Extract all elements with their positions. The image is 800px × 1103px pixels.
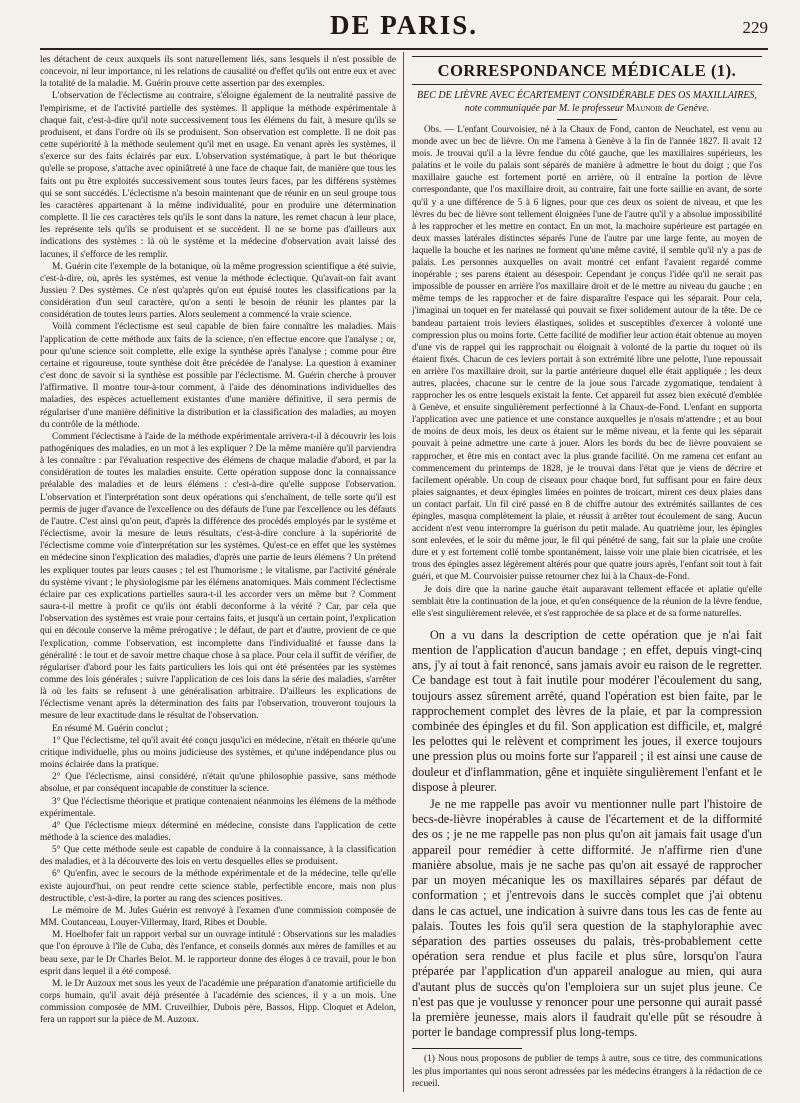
- commentary-text: [412, 628, 762, 1040]
- page-number: 229: [742, 18, 768, 37]
- paragraph: L'observation de l'éclectisme au contraire, s'éloigne également de la neutralité passive de l'empirisme, et de l'activité partielle des systèmes. Il applique la méthode expérimentale à chaque fait, c'est-à-dire qu'il note successivement tous les élémens du fait, à mesure qu'ils se produisent, et dans l'ordre où ils se produisent. Son observation est complette. Il ne doit pas cette supériorité à la méthode seulement qu'il met en usage. En venant après les systèmes, il s'exerce sur des faits éclairés par eux. L'observation systématique, à part le but théorique qu'elle se propose, s'attache avec opiniâtreté à une face de chaque fait, de manière que tous les faits ont pu être exploités successivement sous toutes leurs faces, par les différens systèmes qui se sont succédés. L'éclectisme n'a besoin maintenant que de réunir en un seul groupe tous les caractères appartenant à la même individualité, pour en produire une détermination complette. Il lie ces caractères tels qu'ils le sont dans la nature, les remet chacun à leur place, les représente tels qu'ils se produisent et se succèdent. Il ne se borne pas d'ailleurs aux indications des systèmes : là où le système et la médecine d'observation avait laissé des lacunes, il s'efforce de les remplir.: [40, 91, 396, 260]
- paragraph: M. Guérin cite l'exemple de la botanique, où la même progression scientifique a été suivie, c'est-à-dire, où, après les systèmes, est venue la méthode éclectique. Qu'avait-on fait avant Jussieu ? Des systèmes. Ce n'est qu'après qu'on eut épuisé toutes les classifications par la considération d'un seul caractère, qu'on a senti le besoin de réunir les plantes par la considération de toutes leurs parties. Alors seulement a commencé la vraie science.: [40, 261, 396, 321]
- observation-text: [412, 124, 762, 620]
- running-title: DE PARIS.: [329, 10, 479, 40]
- left-column: [40, 54, 396, 1096]
- conclusion-item: 1° Que l'éclectisme, tel qu'il avait été conçu jusqu'ici en médecine, n'était en théorie qu'une critique individuelle, plus ou moins judicieuse des systèmes, et qu'une indépendance plus ou moins éclairée dans la pratique.: [40, 735, 396, 771]
- subtitle-end: de Genève.: [664, 103, 710, 114]
- paragraph: Le mémoire de M. Jules Guérin est renvoyé à l'examen d'une commission composée de MM. Coutanceau, Louyer-Villermay, Itard, Ribes et Double.: [40, 905, 396, 929]
- commentary-paragraph: On a vu dans la description de cette opération que je n'ai fait mention de l'application d'aucun bandage ; en effet, depuis vingt-cinq ans, j'y ai tout à fait renoncé, sans jamais avoir eu raison de le regretter. Ce bandage est tout à fait inutile pour modérer l'écoulement du sang, toujours assez sûrement arrêté, quand l'opération est bien faite, par le rapprochement complet des lèvres de la plaie, et par la compression combinée des épingles et du fil. Son application est difficile, et, malgré les pelottes qui le relèvent et compriment les joues, il exerce toujours une pression plus ou moins forte sur l'appareil ; il est ainsi une cause de douleur et d'inflammation, gêne et inquiète singulièrement l'enfant et le dispose à pleurer.: [412, 627, 762, 794]
- column-divider: [403, 52, 404, 1092]
- paragraph: M. le Dr Auzoux met sous les yeux de l'académie une préparation d'anatomie artificielle du corps humain, qu'il avait déjà présentée à l'académie des sciences, il y a un mois. Une commission composée de MM. Cruveilhier, Dubois père, Bassos, Hipp. Cloquet et Adelon, fera un rapport sur la pièce de M. Auzoux.: [40, 978, 396, 1026]
- paragraph: Voilà comment l'éclectisme est seul capable de bien faire connaître les maladies. Mais l'application de cette méthode aux faits de la science, n'en effectue encore que l'analyse ; or, pour qu'une science soit complette, elle exige la synthèse après l'analyse ; comme pour être certaine et rigoureuse, toute synthèse doit être précédée de l'analyse. La question à examiner c'est donc de savoir si la synthèse est possible par l'éclectisme. M. Guérin cherche à prouver l'affirmative. Il montre tour-à-tour comment, à l'aide des dénominations individuelles des maladies, des espèces actuellement existantes d'une manière définitive, il sera permis de régulariser d'une manière définitive la distribution et la classification des maladies, au moyen du contrôle de la méthode.: [40, 322, 396, 430]
- conclusion-item: 3° Que l'éclectisme théorique et pratique contenaient néanmoins les élémens de la méthode expérimentale.: [40, 796, 396, 819]
- conclusion-item: 5° Que cette méthode seule est capable de conduire à la connaissance, à la classification des maladies, et à la découverte des lois en vertu desquelles elles se produisent.: [40, 845, 396, 868]
- paragraph: En résumé M. Guérin conclut ;: [52, 723, 169, 734]
- page-header: [40, 10, 768, 50]
- subtitle-rule: [557, 119, 617, 120]
- section-title: CORRESPONDANCE MÉDICALE (1).: [412, 56, 762, 85]
- observation-paragraph: Je dois dire que la narine gauche était auparavant tellement effacée et aplatie qu'elle semblait être la continuation de la joue, et qu'en conséquence de la réunion de la lèvre fendue, elle s'est singulièrement relevée, et s'est rapprochée de sa place et de sa forme naturelles.: [412, 584, 762, 619]
- footnote-rule: [412, 1048, 522, 1049]
- commentary-paragraph: Je ne me rappelle pas avoir vu mentionner nulle part l'histoire de becs-de-lièvre inopérables à cause de l'écartement et de la difformité des os ; je ne me rappelle pas non plus qu'on ait jamais fait usage d'un appareil pour remédier à cette difformité. Je n'affirme rien d'une manière absolue, mais je ne sache pas qu'on ait essayé de rapprocher par un moyen mécanique les os maxillaires séparés par défaut de conformation ; et j'entrevois dans le succès complet que j'ai obtenu dans le cas actuel, une indication à suivre dans tous les cas de fente au palais. Toutes les fois qu'il sera question de la staphyloraphie avec séparation des parties osseuses du palais, très-probablement cette opération sera rendue et plus facile et plus sûre, lorsqu'on l'aura préparée par l'application d'un appareil analogue au mien, qui aura d'autant plus de succès qu'on l'emploiera sur un sujet plus jeune. Ce n'est pas que je voulusse y renoncer pour une personne qui aurait passé la première jeunesse, mais alors il faudrait qu'elle pût se résoudre à porter le bandage compressif plus long-temps.: [412, 797, 762, 1040]
- paragraph: M. Hoelhofer fait un rapport verbal sur un ouvrage intitulé : Observations sur les maladies que l'on éprouve à l'île de Cuba, dès l'enfance, et conseils donnés aux mères de familles et au beau sexe, par le Dr Charles Belot. M. le rapporteur donne des éloges à ce travail, pour le bon esprit dans lequel il a été composé.: [40, 930, 396, 977]
- article-subtitle: [412, 89, 762, 115]
- header-rule: [40, 48, 768, 50]
- conclusion-item: 2° Que l'éclectisme, ainsi considéré, n'était qu'une philosophie passive, sans méthode absolue, et par conséquent incapable de constituer la science.: [40, 772, 396, 795]
- conclusion-item: 6° Qu'enfin, avec le secours de la méthode expérimentale et de la médecine, telle qu'elle existe aujourd'hui, on peut rendre cette science stable, perfectible encore, mais non plus destructible, c'est-à-dire, la porter au rang des sciences positives.: [40, 869, 396, 904]
- paragraph: Comment l'éclectisme à l'aide de la méthode expérimentale arrivera-t-il à découvrir les lois pathogéniques des maladies, en un mot à les expliquer ? De la même manière qu'il parviendra à les connaître : par l'évaluation respective des élémens de chaque maladie d'abord, et par la considération de toutes les maladies ensuite. Cette opération suppose donc la connaissance préalable des maladies et de leurs élémens : c'est-à-dire qu'elle suppose l'observation. L'observation et l'interprétation sont deux opérations qui s'enchaînent, de telle sorte qu'il est permis de juger d'avance de l'excellence ou des défauts de l'une par l'excellence ou les défauts de l'autre. C'est ainsi qu'on peut, d'après la différence des procédés employés par le système et l'éclectisme, avoir la mesure de leurs résultats, c'est-à-dire conclure à la supériorité de l'éclectisme comme voie d'interprétation sur les systèmes. Qu'est-ce en effet que les systèmes en médecine sinon l'explication des maladies, d'après une partie de leurs élémens ? Un prétend les expliquer toutes par leurs causes ; tel est l'humorisme ; le vitalisme, par l'activité générale du système vivant ; le physiologisme par les élémens anatomiques. Mais comment l'éclectisme éclaire par ces explications partielles saura-t-il les accorder vers un même but ? Comment saura-t-il mettre à profit ce qu'ils ont établi deconforme à la vérité ? Car, par cela que l'observation des systèmes est vraie pour certains faits, et jusqu'à un certain point, l'explication qui en découle conserve la même prérogative ; le défaut, de part et d'autre, provient de ce que l'explication, comme l'observation, est incomplette dans l'individualité et fausse dans la généralité : le tout et de savoir mettre chaque chose à sa place. Pour cela il suffit de vérifier, de régulariser d'abord pour les faits particuliers les lois qui ont été présentées par les systèmes comme des lois générales ; suivre l'application de ces lois dans la série des maladies, s'arrêter là où les faits se refusent à une généralisation arbitraire. D'ailleurs les explications de l'éclectisme venant après la détermination des faits par l'observation, trouveront toujours la mesure de leur exactitude dans le résultat de l'observation.: [40, 431, 396, 722]
- conclusion-item: 4° Que l'éclectisme mieux déterminé en médecine, consiste dans l'application de cette méthode à la science des maladies.: [40, 820, 396, 843]
- right-column: [412, 56, 762, 1096]
- observation-paragraph: Obs. — L'enfant Courvoisier, né à la Chaux de Fond, canton de Neuchatel, est venu au monde avec un bec de lièvre. On me l'amena à Genève à la fin de l'année 1827. Il avait 12 mois. Je trouvai qu'il a la lèvre fendue du côté gauche, que les maxillaires supérieurs, les palatins et le voile du palais sont séparés de manière à admettre le bout du doigt ; que l'os maxillaire gauche est fortement porté en arrière, où il entraîne la portion de lèvre correspondante, que l'os maxillaire droit, au contraire, fait une forte saillie en avant, de sorte qu'il y a une différence de 5 à 6 lignes, pour que ces deux os soient de niveau, et que les lèvres du bec de lièvre sont tellement éloignées l'une de l'autre qu'il y a absolue impossibilité à les rapprocher et les mettre en contact. En un mot, la machoire supérieure est partagée en deux masses latérales distinctes séparés l'une de l'autre par une large fente, au moyen de laquelle la bouche et les narines ne forment qu'une même cavité, il semble qu'il n'y a pas de palais. Les personnes auxquelles on avait montré cet enfant l'avaient regardé comme inopérable ; ses parens étaient au désespoir. Cependant je conçus l'idée qu'il ne serait pas impossible de pousser en arrière l'os maxillaire droit et de le mettre au niveau du gauche ; en même temps de les rapprocher et de faire disparaître l'espace qui les séparait. Pour cela, j'imaginai un toquet en fer matelassé qui pouvait se fixer solidement autour de la tête. De ce bandeau partaient trois leviers élastiques, solides et susceptibles d'exercer à volonté une compression plus ou moins forte. Cette facilité de modifier leur action était obtenue au moyen d'une vis de rappel qui les rapprochait ou éloignait à volonté de la partie du toquet où ils étaient fixés. Chacun de ces leviers portait à son extrémité libre une pelotte, l'une repoussait en arrière l'os maxillaire droit, sur la partie antérieure duquel elle était appliquée ; les deux autres, placées, chacune sur le centre de la joue sous l'arcade zygomatique, tendaient à rapprocher les os entre lesquels existait la fente. Cet appareil fut assez bien exécuté d'emblée à Genève, et ensuite singulièrement perfectionné à la Chaux-de-Fond. L'enfant en supporta l'application avec une patience et une constance auxquelles je n'osais m'attendre ; et au bout de moins de deux mois, les deux os étaient sur le même niveau, et la fente qui les séparait pouvait à peine admettre une carte à jouer. Alors les bords du bec de lièvre pouvaient se rapprocher, et être mis en contact avec la plus grande facilité. On me ramena cet enfant au commencement du printemps de 1828, je le trouvai dans l'état que je viens de décrire et facilement opérable. Un coup de ciseaux pour chaque bord, fut suffisant pour en faire deux plaies saignantes, et deux épingles limées en pointes de troicart, mirent ces deux plaies dans un contact parfait. Un fil ciré passé en 8 de chiffre autour des extrémités saillantes de ces épingles, masqua complètement la plaie, et réussit à arrêter tout écoulement de sang. Aucun accident n'est venu interrompre la guérison du petit malade. Au quatrième jour, les épingles sont enlevées, et le soir du même jour, le fil qui pénétré de sang, fait sur la plaie une croûte dure et y est fortement collé tombe spontanément, laisse voir une plaie bien cicatrisée, et les trous des épingles assez légèrement altérés pour que quatre jours après, l'enfant soit tout à fait guéri, et que M. Courvoisier puisse retourner chez lui à la Chaux-de-Fond.: [412, 125, 762, 583]
- subtitle-line-2: note communiquée par M. le professeur: [464, 103, 624, 114]
- paragraph: les détachent de ceux auxquels ils sont naturellement liés, sans lesquels il n'est possible de concevoir, ni leur importance, ni les relations de causalité ou d'effet qu'ils ont entre eux et avec la totalité de la maladie. M. Guérin prouve cette assertion par des exemples.: [40, 55, 396, 90]
- subtitle-line-1: BEC DE LIÈVRE AVEC ÉCARTEMENT CONSIDÉRABLE DES OS MAXILLAIRES,: [417, 90, 757, 101]
- author-name: Maunoir: [626, 103, 663, 114]
- footnote: (1) Nous nous proposons de publier de temps à autre, sous ce titre, des communications les plus importantes qui nous seront adressées par les médecins étrangers à la rédaction de ce recueil.: [412, 1054, 762, 1089]
